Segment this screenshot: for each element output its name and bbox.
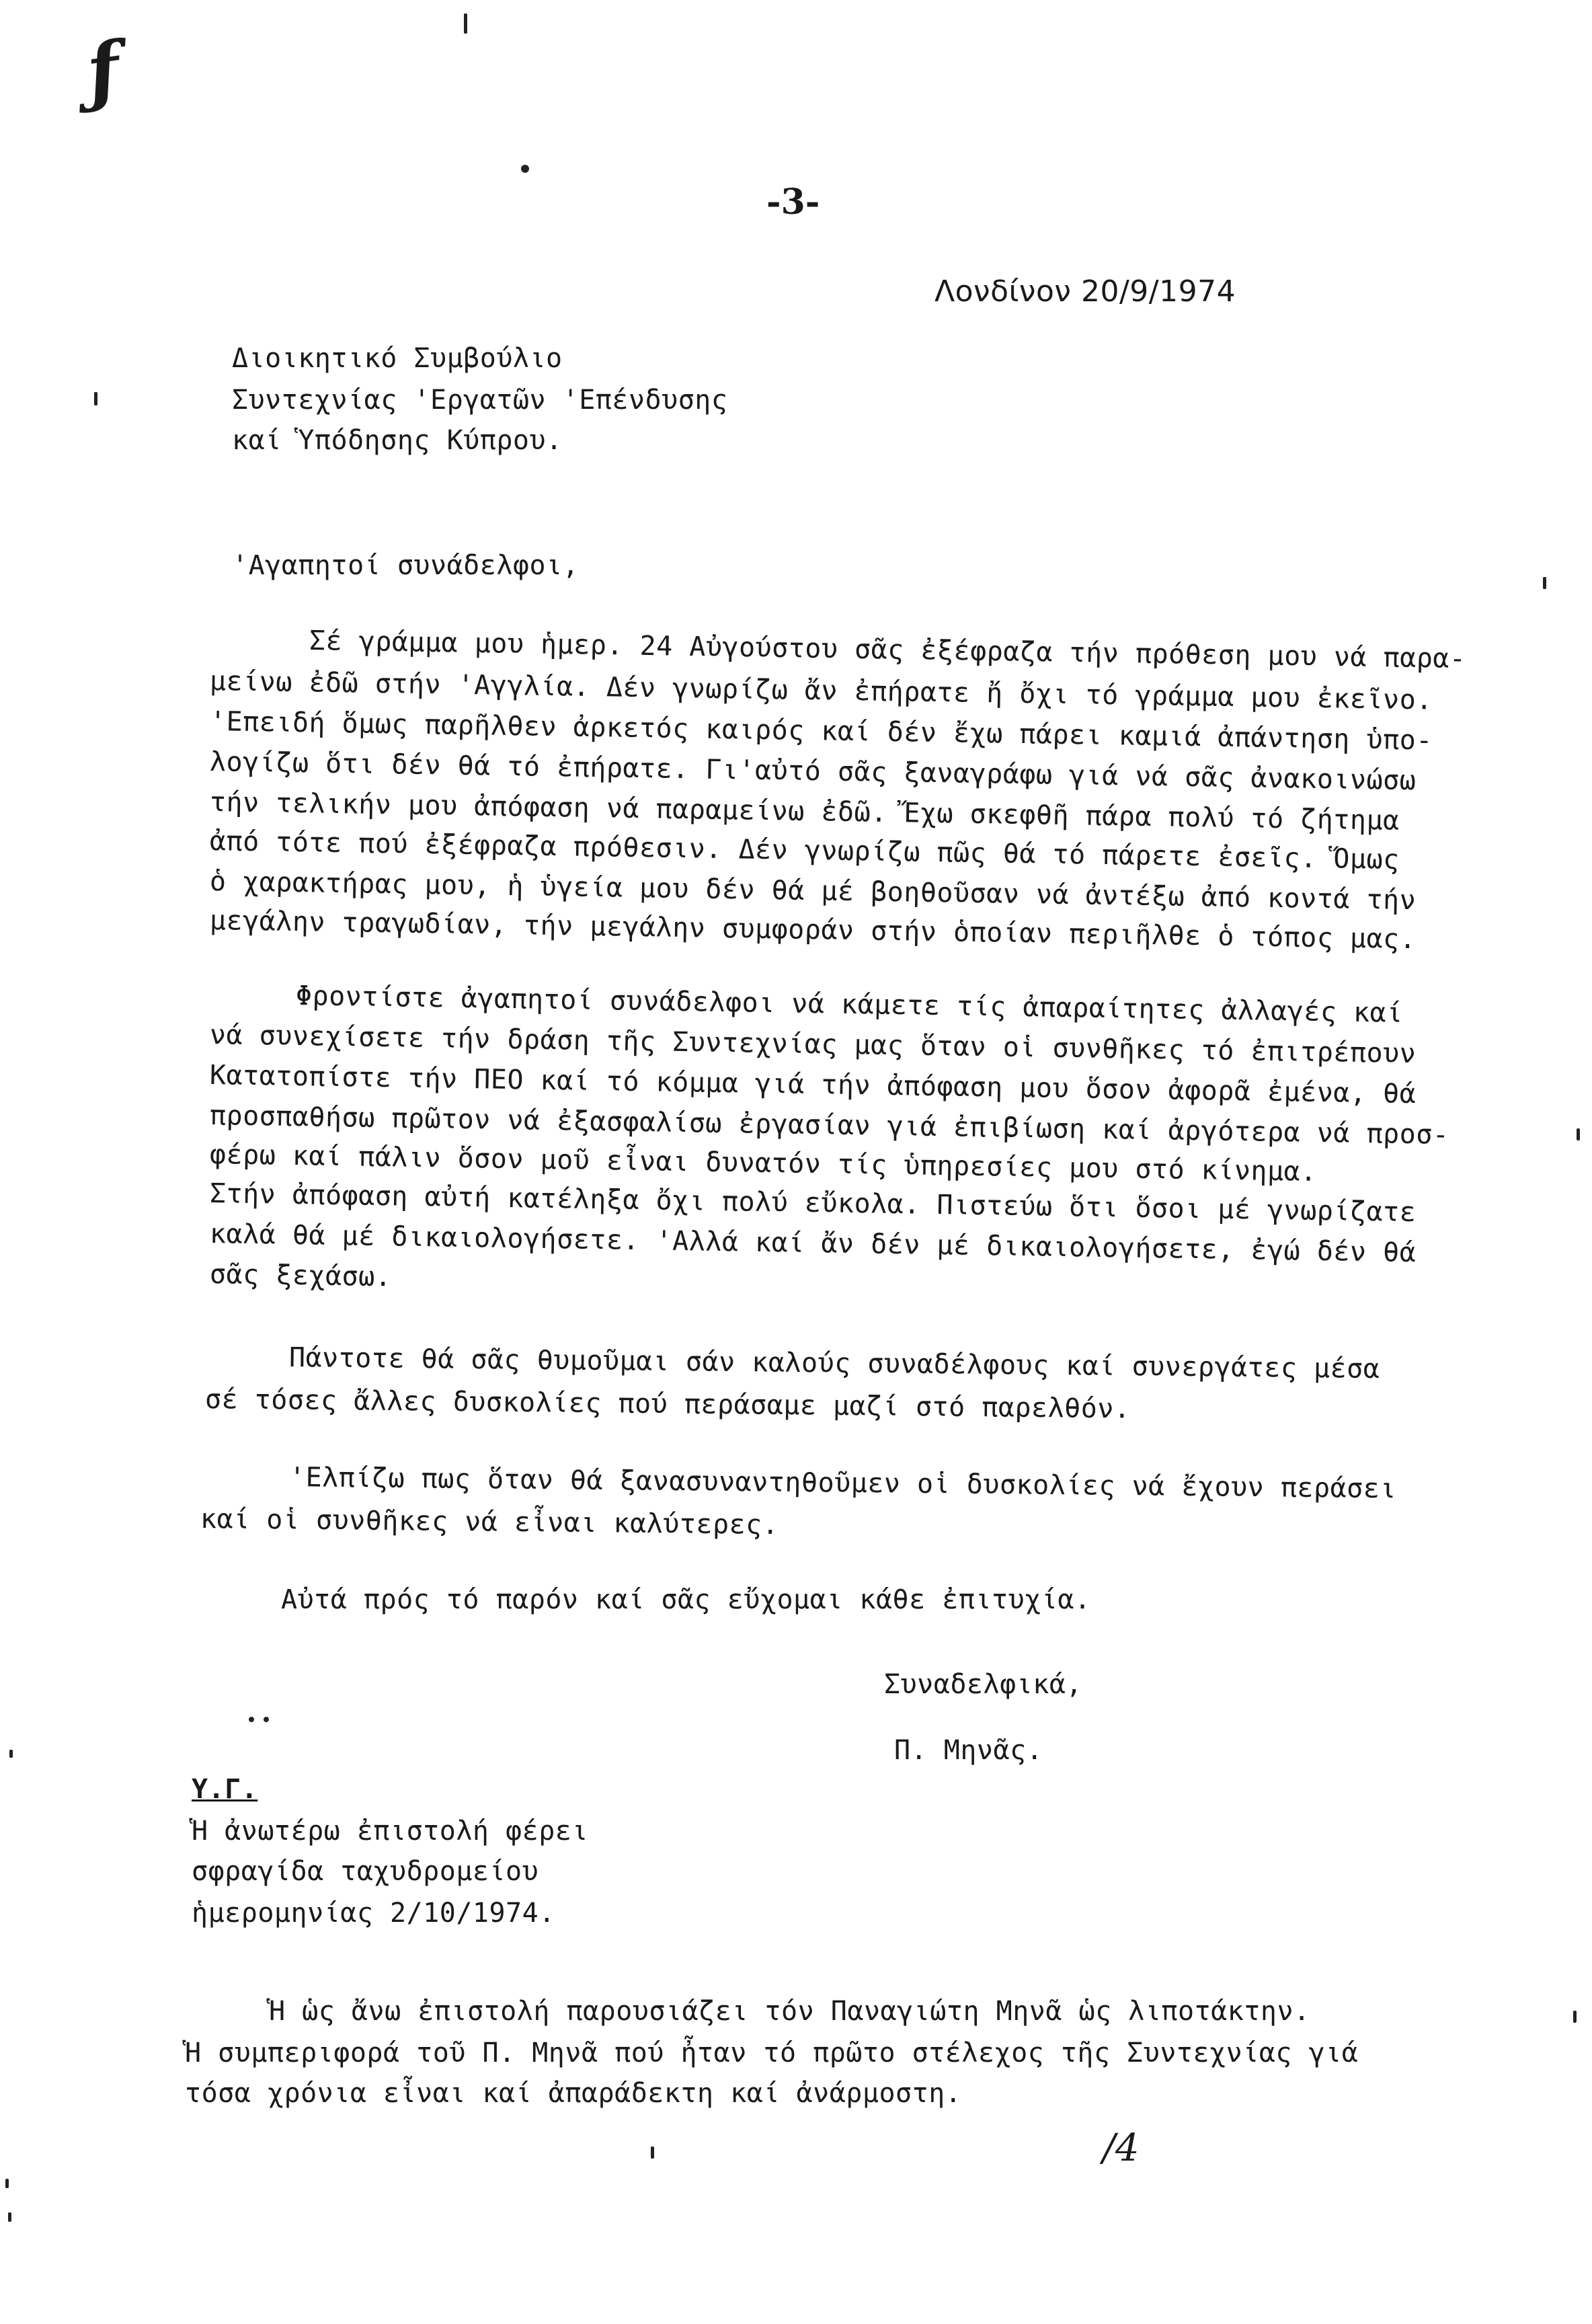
body-line: μεγάλην τραγωδίαν, τήν μεγάλην συμφοράν στήν ὁποίαν περιῆλθε ὁ τόπος μας. <box>209 905 1417 956</box>
scan-speck <box>521 165 529 173</box>
note-line: Ἡ ὡς ἄνω ἐπιστολή παρουσιάζει τόν Παναγιώτη Μηνᾶ ὡς λιποτάκτην. <box>269 1996 1310 2027</box>
body-line: φέρω καί πάλιν ὅσον μοῦ εἶναι δυνατόν τίς ὑπηρεσίες μου στό κίνημα. <box>209 1139 1318 1188</box>
recipient-line: Διοικητικό Συμβούλιο <box>232 343 563 374</box>
salutation: 'Αγαπητοί συνάδελφοι, <box>232 550 580 581</box>
scan-speck <box>8 2212 11 2222</box>
place-date: Λονδίνον 20/9/1974 <box>934 274 1236 309</box>
page-number: -3- <box>766 182 820 223</box>
body-line: μείνω ἐδῶ στήν 'Αγγλία. Δέν γνωρίζω ἄν ἐπήρατε ἤ ὄχι τό γράμμα μου ἐκεῖνο. <box>209 666 1433 716</box>
handwritten-mark: ƒ <box>81 25 126 116</box>
closing: Συναδελφικά, <box>884 1669 1082 1700</box>
scan-speck <box>1543 577 1546 589</box>
body-line: Κατατοπίστε τήν ΠΕΟ καί τό κόμμα γιά τήν ἀπόφαση μου ὅσον ἀφορᾶ ἐμένα, θά <box>209 1060 1417 1110</box>
scan-speck <box>1577 1128 1580 1140</box>
scan-speck <box>9 1750 13 1758</box>
body-line: Στήν ἀπόφαση αὐτή κατέληξα ὄχι πολύ εὔκολα. Πιστεύω ὅτι ὅσοι μέ γνωρίζατε <box>209 1178 1417 1229</box>
note-line: τόσα χρόνια εἶναι καί ἀπαράδεκτη καί ἀνάρμοστη. <box>185 2078 962 2109</box>
body-line: νά συνεχίσετε τήν δράση τῆς Συντεχνίας μας ὅταν οἱ συνθῆκες τό ἐπιτρέπουν <box>209 1019 1417 1070</box>
scan-speck <box>464 13 467 34</box>
body-line: Σέ γράμμα μου ἡμερ. 24 Αὐγούστου σᾶς ἐξέφραζα τήν πρόθεση μου νά παρα- <box>309 625 1466 675</box>
scan-speck <box>249 1717 254 1722</box>
body-line: σᾶς ξεχάσω. <box>209 1259 392 1293</box>
body-line: καί οἱ συνθῆκες νά εἶναι καλύτερες. <box>200 1504 779 1541</box>
scan-speck <box>651 2146 654 2159</box>
recipient-line: Συντεχνίας 'Εργατῶν 'Επένδυσης <box>232 385 728 416</box>
body-line: Αὐτά πρός τό παρόν καί σᾶς εὔχομαι κάθε ἐπιτυχία. <box>281 1584 1091 1615</box>
body-line: 'Επειδή ὅμως παρῆλθεν ἀρκετός καιρός καί δέν ἔχω πάρει καμιά ἀπάντηση ὑπο- <box>209 706 1433 757</box>
signature: Π. Μηνᾶς. <box>894 1735 1043 1766</box>
postscript-line: Ἡ ἀνωτέρω ἐπιστολή φέρει <box>192 1816 588 1847</box>
scan-speck <box>264 1717 269 1722</box>
postscript-label: Υ.Γ. <box>192 1774 258 1805</box>
body-line: Φροντίστε ἀγαπητοί συνάδελφοι νά κάμετε τίς ἀπαραίτητες ἀλλαγές καί <box>295 980 1404 1029</box>
body-line: σέ τόσες ἄλλες δυσκολίες πού περάσαμε μαζί στό παρελθόν. <box>204 1384 1131 1425</box>
body-line: προσπαθήσω πρῶτον νά ἐξασφαλίσω ἐργασίαν γιά ἐπιβίωση καί ἀργότερα νά προσ- <box>209 1100 1449 1151</box>
body-line: καλά θά μέ δικαιολογήσετε. 'Αλλά καί ἄν δέν μέ δικαιολογήσετε, ἐγώ δέν θά <box>209 1218 1417 1269</box>
scan-speck <box>1573 2011 1577 2023</box>
body-line: ὁ χαρακτήρας μου, ἡ ὑγεία μου δέν θά μέ βοηθοῦσαν νά ἀντέξω ἀπό κοντά τήν <box>209 866 1417 917</box>
recipient-line: καί Ὑπόδησης Κύπρου. <box>232 425 563 456</box>
body-line: ἀπό τότε πού ἐξέφραζα πρόθεσιν. Δέν γνωρίζω πῶς θά τό πάρετε ἐσεῖς. Ὅμως <box>209 826 1400 876</box>
body-line: τήν τελικήν μου ἀπόφαση νά παραμείνω ἐδῶ. Ἔχω σκεφθῆ πάρα πολύ τό ζήτημα <box>209 787 1400 837</box>
body-line: Πάντοτε θά σᾶς θυμοῦμαι σάν καλούς συναδέλφους καί συνεργάτες μέσα <box>288 1342 1380 1385</box>
next-page-marker: /4 <box>1103 2126 1140 2170</box>
scan-speck <box>94 392 97 405</box>
postscript-line: ἡμερομηνίας 2/10/1974. <box>192 1898 555 1929</box>
scan-speck <box>5 2179 9 2188</box>
postscript-line: σφραγίδα ταχυδρομείου <box>192 1856 539 1887</box>
body-line: λογίζω ὅτι δέν θά τό ἐπήρατε. Γι'αὐτό σᾶς ξαναγράφω γιά νά σᾶς ἀνακοινώσω <box>209 746 1417 797</box>
note-line: Ἡ συμπεριφορά τοῦ Π. Μηνᾶ πού ἦταν τό πρῶτο στέλεχος τῆς Συντεχνίας γιά <box>185 2038 1359 2068</box>
body-line: 'Ελπίζω πως ὅταν θά ξανασυναντηθοῦμεν οἱ δυσκολίες νά ἔχουν περάσει <box>288 1462 1397 1505</box>
